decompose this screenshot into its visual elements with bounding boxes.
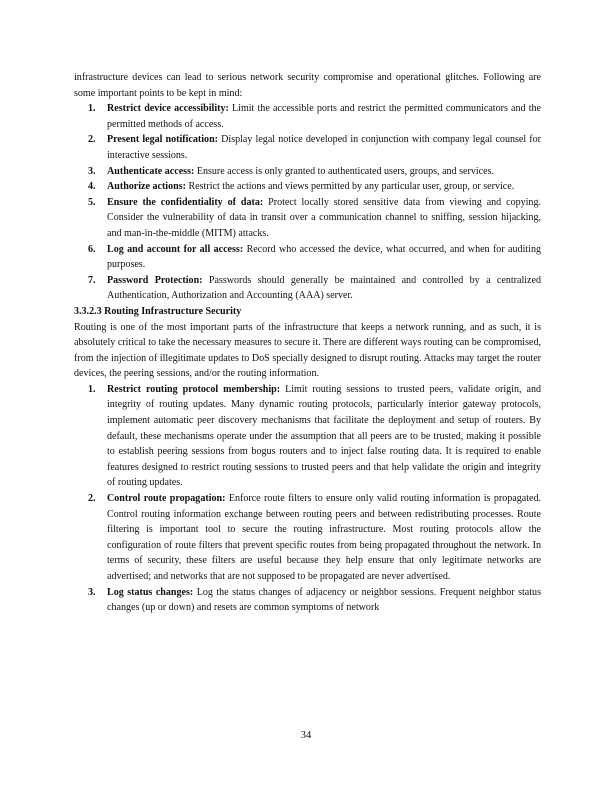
list-item-text: Limit the accessible ports and restrict the permitted communicators and the permitted methods of access. [107, 103, 541, 130]
list-item-term: Restrict routing protocol membership: [107, 383, 281, 395]
list-item-term: Restrict device accessibility: [107, 103, 229, 115]
list-item-text: Passwords should generally be maintained and controlled by a centralized Authentication, Authorization and Accounting (AAA) server. [107, 274, 541, 302]
list-item-term: Present legal notification: [107, 134, 219, 146]
list-item: 7. Password Protection: Passwords should generally be maintained and controlled by a centralized Authentication, Authorization and Accounting (AAA) server. [88, 274, 541, 302]
list-item-text: Protect locally stored sensitive data from viewing and copying. Consider the vulnerability of data in transit over a communication channel to sniffing, session hijacking, and man-in-the-middle (MITM) attacks. [107, 196, 541, 239]
section-heading: 3.3.2.3 Routing Infrastructure Security [74, 305, 242, 317]
list-item: 3. Authenticate access: Ensure access is only granted to authenticated users, groups, and services. [88, 165, 494, 177]
list-item-term: Log and account for all access: [107, 243, 244, 255]
page-number: 34 [300, 730, 312, 741]
document-body [74, 70, 541, 616]
list-item: 2. Control route propagation: Enforce route filters to ensure only valid routing information is propagated. Control routing information exchange between routing peers and between redistributing processes. Route filtering is important tool to secure the routing infrastructure. Most routing protocols allow the configuration of route filters that prevent specific routes from being propagated throughout the network. In terms of security, these filters are useful because they help ensure that only legitimate networks are advertised; and networks that are not supposed to be propagated are never advertised. [88, 493, 541, 582]
list-item-text: Log the status changes of adjacency or neighbor sessions. Frequent neighbor status changes (up or down) and resets are common symptoms of network [107, 586, 541, 614]
section-paragraph: Routing is one of the most important parts of the infrastructure that keeps a network running, and as such, it is absolutely critical to take the necessary measures to secure it. There are different ways routing can be compromised, from the injection of illegitimate updates to DoS specially designed to disrupt routing. Attacks may target the router devices, the peering sessions, and/or the routing information. [74, 321, 541, 380]
list-item-term: Control route propagation: [107, 493, 226, 505]
list-item: 3. Log status changes: Log the status changes of adjacency or neighbor sessions. Frequent neighbor status changes (up or down) and resets are common symptoms of network [88, 586, 541, 614]
list-item-text: Ensure access is only granted to authenticated users, groups, and services. [194, 165, 494, 177]
list-item-term: Log status changes: [107, 586, 194, 598]
list-item-text: Display legal notice developed in conjunction with company legal counsel for interactive sessions. [107, 134, 541, 161]
list-item-term: Authorize actions: [107, 181, 186, 193]
list-item-term: Authenticate access: [107, 165, 195, 177]
list-item-text: Restrict the actions and views permitted by any particular user, group, or service. [185, 181, 515, 193]
intro-paragraph: infrastructure devices can lead to serious network security compromise and operational glitches. Following are some important points to be kept in mind: [74, 72, 541, 99]
list-item-term: Password Protection: [107, 274, 203, 286]
list-item-text: Limit routing sessions to trusted peers, validate origin, and integrity of routing updates. Many dynamic routing protocols, particularly interior gateway protocols, implement automatic peer discovery mechanisms that facilitate the deployment and setup of routers. By default, these mechanisms operate under the assumption that all peers are to be trusted, making it possible to establish peering sessions from bogus routers and to inject false routing data. It is required to enable features designed to restrict routing sessions to trusted peers and that help validate the origin and integrity of routing updates. [107, 383, 542, 489]
routing-security-list [74, 382, 541, 616]
list-item: 1. Restrict routing protocol membership: Limit routing sessions to trusted peers, validate origin, and integrity of routing updates. Many dynamic routing protocols, particularly interior gateway protocols, implement automatic peer discovery mechanisms that facilitate the deployment and setup of routers. By default, these mechanisms operate under the assumption that all peers are to be trusted, making it possible to establish peering sessions from bogus routers and to inject false routing data. It is required to enable features designed to restrict routing sessions to trusted peers and that help validate the origin and integrity of routing updates. [88, 383, 542, 489]
list-item-text: Record who accessed the device, what occurred, and when for auditing purposes. [107, 243, 541, 271]
list-item: 2. Present legal notification: Display legal notice developed in conjunction with company legal counsel for interactive sessions. [88, 134, 541, 161]
list-item: 6. Log and account for all access: Record who accessed the device, what occurred, and when for auditing purposes. [88, 243, 541, 271]
list-item: 1. Restrict device accessibility: Limit the accessible ports and restrict the permitted communicators and the permitted methods of access. [88, 103, 541, 130]
list-item-term: Ensure the confidentiality of data: [107, 196, 264, 208]
list-item: 4. Authorize actions: Restrict the actions and views permitted by any particular user, group, or service. [88, 181, 515, 193]
list-item-text: Enforce route filters to ensure only valid routing information is propagated. Control routing information exchange between routing peers and between redistributing processes. Route filtering is important tool to secure the routing infrastructure. Most routing protocols allow the configuration of route filters that prevent specific routes from being propagated throughout the network. In terms of security, these filters are useful because they help ensure that only legitimate networks are advertised; and networks that are not supposed to be propagated are never advertised. [107, 493, 541, 582]
access-points-list [74, 101, 541, 304]
list-item: 5. Ensure the confidentiality of data: Protect locally stored sensitive data from viewing and copying. Consider the vulnerability of data in transit over a communication channel to sniffing, session hijacking, and man-in-the-middle (MITM) attacks. [88, 196, 541, 239]
